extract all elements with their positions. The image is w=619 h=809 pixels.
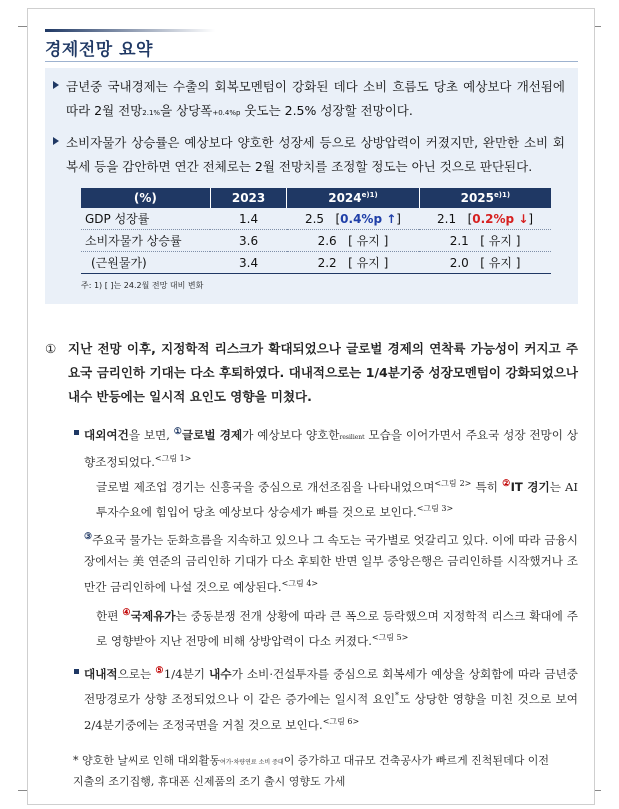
change-up: 0.4%p ↑ bbox=[340, 211, 397, 226]
table-cell: 1.4 bbox=[210, 208, 286, 230]
figure-ref: <그림 5> bbox=[371, 633, 409, 643]
text-span: 주요국 물가는 둔화흐름을 지속하고 있으나 그 속도는 국가별로 엇갈리고 있다. 이에 따라 금융시장에서는 美 연준의 금리인하 기대가 다소 후퇴한 반면 일부 중앙은행은 금리인하를 시작했거나 조만간 금리인하에 나설 것으로 예상된다. bbox=[84, 532, 578, 594]
square-bullet-icon bbox=[74, 430, 79, 435]
bold-term: 대외여건 bbox=[84, 427, 129, 442]
bold-term: IT 경기 bbox=[510, 479, 550, 494]
title-accent-bar bbox=[45, 29, 215, 32]
section-1 bbox=[45, 337, 578, 409]
cell-value: 2.6 bbox=[317, 234, 337, 248]
subscript-note: 2.1% bbox=[142, 109, 161, 117]
figure-ref: <그림 4> bbox=[281, 578, 319, 588]
bold-term: 내수 bbox=[209, 666, 232, 681]
header-text: 2025 bbox=[460, 191, 494, 205]
table-header: (%) bbox=[81, 188, 210, 208]
table-header-row bbox=[81, 188, 551, 208]
summary-bullet-growth bbox=[53, 75, 565, 125]
text-span: 1/4분기 bbox=[163, 666, 210, 681]
header-sup: e)1) bbox=[361, 191, 378, 199]
summary-bullet-text bbox=[53, 75, 565, 125]
table-cell: 2.0 [ 유지 ] bbox=[419, 252, 551, 274]
paragraph-text bbox=[74, 661, 578, 736]
bold-term: 글로벌 경제 bbox=[182, 427, 243, 442]
row-label: GDP 성장률 bbox=[81, 208, 210, 230]
triangle-bullet-icon bbox=[53, 81, 59, 89]
text-span: 도 상당한 영향을 미친 것으로 보여 2/4분기중에는 조정국면을 거칠 것으로 보인다. bbox=[84, 692, 578, 732]
table-cell: 3.4 bbox=[210, 252, 286, 274]
triangle-bullet-icon bbox=[53, 137, 59, 145]
table-header bbox=[287, 188, 419, 208]
change-label: 유지 bbox=[488, 234, 512, 248]
table-row bbox=[81, 252, 551, 274]
cell-value: 2.1 bbox=[437, 211, 457, 226]
cell-value: 2.0 bbox=[449, 256, 469, 270]
summary-bullet-inflation bbox=[53, 131, 565, 179]
header-sup: e)1) bbox=[494, 191, 511, 199]
footnote bbox=[73, 751, 551, 791]
change-down: 0.2%p ↓ bbox=[472, 211, 529, 226]
change-label: 유지 bbox=[356, 256, 380, 270]
square-bullet-icon bbox=[74, 669, 79, 674]
cell-value: 2.1 bbox=[449, 234, 469, 248]
title-divider bbox=[45, 61, 578, 62]
change-label: 유지 bbox=[488, 256, 512, 270]
text-span: 한편 bbox=[96, 608, 123, 623]
text-span: 으로는 bbox=[117, 666, 156, 681]
table-header: 2023 bbox=[210, 188, 286, 208]
figure-ref: <그림 6> bbox=[322, 716, 360, 726]
text-span: 이 증가하고 대규모 건축공사가 빠르게 진척된데다 이전지출의 조기집행, 휴대폰 신제품의 조기 출시 영향도 가세 bbox=[73, 754, 550, 788]
forecast-table bbox=[81, 188, 551, 274]
figure-ref: <그림 3> bbox=[416, 504, 454, 514]
summary-bullet-text: 소비자물가 상승률은 예상보다 양호한 성장세 등으로 상방압력이 커졌지만, 완만한 소비 회복세 등을 감안하면 연간 전체로는 2월 전망치를 조정할 정도는 아닌 것으로 판단된다. bbox=[66, 135, 565, 174]
row-label: (근원물가) bbox=[81, 252, 210, 274]
paragraph-oil bbox=[96, 603, 578, 653]
tiny-note: 여가·차량연료 소비 증대 bbox=[220, 759, 284, 766]
document-page bbox=[27, 8, 595, 805]
circled-number: ④ bbox=[122, 608, 131, 618]
table-cell: 2.5 [0.4%p ↑] bbox=[287, 208, 419, 230]
text-span: 가 예상보다 양호한 bbox=[242, 427, 340, 442]
paragraph-external bbox=[74, 422, 578, 474]
circled-number: ① bbox=[173, 427, 183, 437]
text-span: * 양호한 날씨로 인해 대외활동 bbox=[73, 754, 220, 767]
text-span: 금년중 국내경제는 수출의 회복모멘텀이 강화된 데다 소비 흐름도 당초 예상보다 개선됨에 따라 2월 전망 bbox=[66, 79, 565, 118]
footnote-marker: * bbox=[395, 691, 400, 701]
table-cell: 2.2 [ 유지 ] bbox=[287, 252, 419, 274]
table-cell: 2.6 [ 유지 ] bbox=[287, 230, 419, 252]
paragraph-text bbox=[74, 422, 578, 474]
table-cell: 3.6 bbox=[210, 230, 286, 252]
circled-number: ⑤ bbox=[155, 666, 164, 676]
table-header bbox=[419, 188, 551, 208]
header-text: 2024 bbox=[328, 191, 362, 205]
table-row bbox=[81, 230, 551, 252]
section-number: ① bbox=[45, 341, 57, 356]
text-span: 을 상당폭 bbox=[160, 103, 213, 118]
text-span: 는 중동분쟁 전개 상황에 따라 큰 폭으로 등락했으며 지정학적 리스크 확대에 주로 영향받아 지난 전망에 비해 상방압력이 다소 커졌다. bbox=[96, 608, 578, 649]
paragraph-manufacturing bbox=[96, 473, 578, 524]
change-label: 유지 bbox=[356, 234, 380, 248]
text-span: 는 AI 투자수요에 힘입어 당초 예상보다 상승세가 빠를 것으로 보인다. bbox=[96, 479, 579, 520]
text-span: 웃도는 2.5% 성장할 전망이다. bbox=[240, 103, 413, 118]
text-span: 특히 bbox=[471, 479, 503, 494]
table-row bbox=[81, 208, 551, 230]
subscript-note: +0.4%p bbox=[212, 109, 241, 117]
row-label: 소비자물가 상승률 bbox=[81, 230, 210, 252]
table-cell: 2.1 [ 유지 ] bbox=[419, 230, 551, 252]
tiny-note: resilient bbox=[339, 433, 365, 441]
text-span: 가 소비·건설투자를 중심으로 회복세가 예상을 상회함에 따라 금년중 전망경로가 상향 조정되었으나 이 같은 증가에는 일시적 요인 bbox=[84, 666, 578, 707]
bold-term: 국제유가 bbox=[130, 608, 176, 623]
bold-term: 대내적 bbox=[84, 666, 118, 681]
text-span: 을 보면, bbox=[128, 427, 174, 442]
section-text: 지난 전망 이후, 지정학적 리스크가 확대되었으나 글로벌 경제의 연착륙 가능성이 커지고 주요국 금리인하 기대는 다소 후퇴하였다. 대내적으로는 1/4분기중 성장모멘텀이 강화되었으나 내수 반등에는 일시적 요인도 영향을 미쳤다. bbox=[68, 341, 578, 404]
cell-value: 2.2 bbox=[317, 256, 337, 270]
circled-number: ③ bbox=[84, 532, 93, 542]
figure-ref: <그림 2> bbox=[434, 479, 472, 488]
table-cell: 2.1 [0.2%p ↓] bbox=[419, 208, 551, 230]
cell-value: 2.5 bbox=[304, 211, 325, 226]
paragraph-prices bbox=[84, 527, 578, 598]
text-span: 모습을 이어가면서 주요국 성장 전망이 상향조정되었다. bbox=[84, 427, 578, 470]
table-note: 주: 1) [ ]는 24.2월 전망 대비 변화 bbox=[81, 281, 204, 290]
page-title: 경제전망 요약 bbox=[45, 40, 153, 60]
circled-number: ② bbox=[502, 479, 511, 489]
figure-ref: <그림 1> bbox=[154, 454, 192, 464]
text-span: 글로벌 제조업 경기는 신흥국을 중심으로 개선조짐을 나타내었으며 bbox=[96, 479, 435, 494]
paragraph-domestic bbox=[74, 661, 578, 736]
summary-box bbox=[45, 68, 578, 304]
